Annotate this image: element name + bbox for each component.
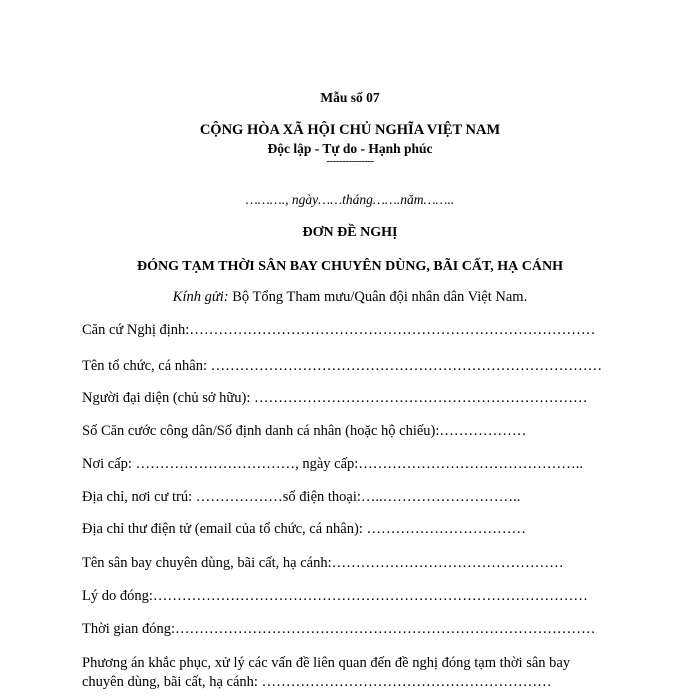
field-closure-reason — [82, 588, 588, 605]
field-blank: …………………………………………………………… — [254, 390, 588, 406]
field-blank: ……………………………………………………………………………… — [152, 588, 588, 604]
field-label: chuyên dùng, bãi cất, hạ cánh: — [82, 674, 262, 690]
field-label: Tên sân bay chuyên dùng, bãi cất, hạ cánh: — [82, 555, 332, 571]
field-label: Địa chỉ thư điện tử (email của tổ chức, cá nhân): — [82, 521, 367, 537]
field-label: Căn cứ Nghị định: — [82, 322, 190, 338]
field-label: Nơi cấp: — [82, 456, 136, 472]
field-email — [82, 521, 526, 538]
field-id-number — [82, 423, 526, 440]
field-blank: ……………………………………………………………………… — [210, 358, 603, 374]
field-label: Thời gian đóng: — [82, 621, 176, 637]
field-issue-place-date — [82, 456, 583, 473]
motto-underline: --------------- — [326, 155, 374, 167]
field-closure-time — [82, 621, 596, 638]
field-blank: …………………………………………………… — [261, 674, 552, 690]
motto: Độc lập - Tự do - Hạnh phúc — [267, 141, 433, 156]
field-label: Địa chỉ, nơi cư trú: — [82, 489, 196, 505]
field-label: Tên tổ chức, cá nhân: — [82, 358, 211, 374]
field-blank: ……………… — [439, 423, 527, 439]
document-title: ĐƠN ĐỀ NGHỊ — [302, 225, 398, 240]
field-label: Lý do đóng: — [82, 588, 153, 604]
addressee-label: Kính gửi: — [172, 289, 229, 305]
field-airfield-name — [82, 555, 564, 572]
field-remedy-plan-line1: Phương án khắc phục, xử lý các vấn đề liên quan đến đề nghị đóng tạm thời sân bay — [82, 655, 571, 671]
field-organization-name — [82, 358, 602, 375]
document-subject: ĐÓNG TẠM THỜI SÂN BAY CHUYÊN DÙNG, BÃI CẤT, HẠ CÁNH — [136, 259, 563, 274]
field-blank: ………………số điện thoại:…..……………………….. — [195, 489, 521, 505]
addressee-value: Bộ Tổng Tham mưu/Quân đội nhân dân Việt Nam. — [228, 289, 528, 305]
addressee-line — [0, 289, 700, 306]
field-label: Số Căn cước công dân/Số định danh cá nhân (hoặc hộ chiếu): — [82, 423, 440, 439]
field-blank: ……………………………, ngày cấp:……………………………………….. — [135, 456, 584, 472]
field-remedy-plan-line2 — [82, 674, 552, 691]
field-blank: …………………………… — [366, 521, 526, 537]
field-blank: …………………………………………………………………………… — [175, 621, 596, 637]
form-number: Mẫu số 07 — [320, 90, 380, 105]
field-address-phone — [82, 489, 520, 506]
field-label: Người đại diện (chủ sở hữu): — [82, 390, 254, 406]
field-blank: ………………………………………………………………………… — [189, 322, 596, 338]
field-blank: ………………………………………… — [331, 555, 564, 571]
field-representative — [82, 390, 588, 407]
date-line: ………., ngày……tháng…….năm…….. — [245, 192, 455, 207]
field-decree — [82, 322, 595, 339]
nation-heading: CỘNG HÒA XÃ HỘI CHỦ NGHĨA VIỆT NAM — [199, 122, 501, 138]
